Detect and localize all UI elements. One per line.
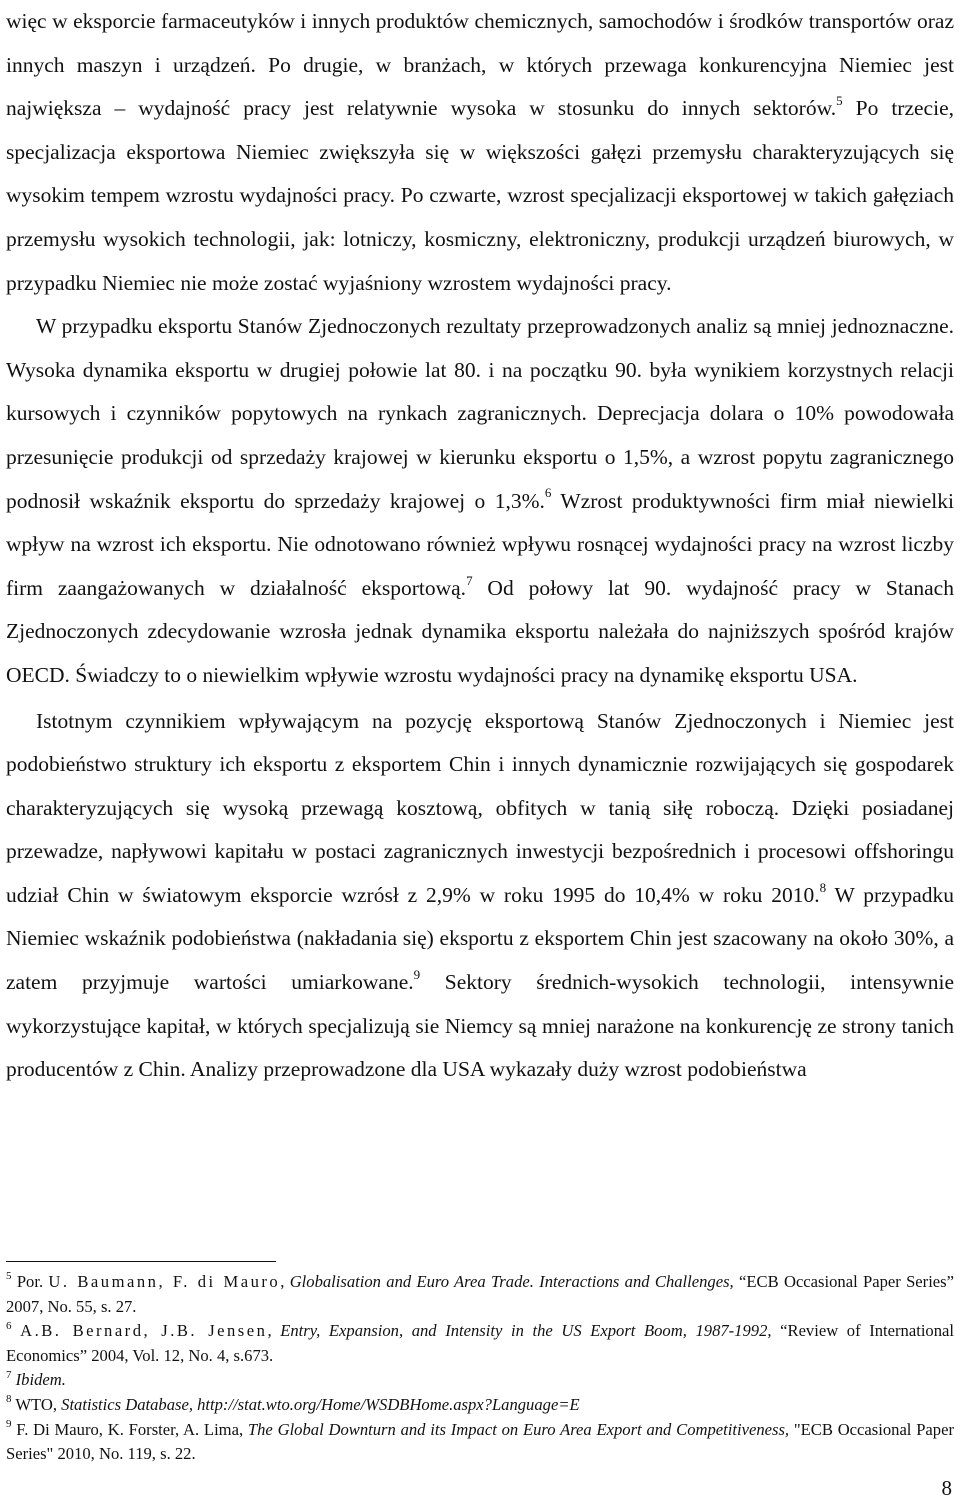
paragraph-2 bbox=[6, 305, 954, 697]
footnote-title: Entry, Expansion, and Intensity in the US Export Boom, 1987-1992, bbox=[280, 1321, 772, 1341]
footnote-title: The Global Downturn and its Impact on Euro Area Export and Competitiveness, bbox=[247, 1419, 790, 1439]
footnote-5 bbox=[6, 1270, 954, 1319]
paragraph-1 bbox=[6, 0, 954, 305]
footnote-ref[interactable]: 7 bbox=[466, 572, 473, 588]
footnote-ref[interactable]: 6 bbox=[544, 485, 552, 501]
paragraph-text: Po trzecie, specjalizacja eksportowa Niemiec zwiększyła się w większości gałęzi przemysłu charakteryzujących się wysokim tempem wzrostu wydajności pracy. Po czwarte, wzrost specjalizacji eksportowej w takich gałęziach przemysłu wysokich technologii, jak: lotniczy, kosmiczny, elektroniczny, produkcji urządzeń biurowych, w przypadku Niemiec nie może zostać wyjaśniony wzrostem wydajności pracy. bbox=[6, 96, 954, 295]
paragraph-text: W przypadku Niemiec wskaźnik podobieństwa (nakładania się) eksportu z eksportem Chin jest szacowany na około 30%, a zatem przyjmuje wartości umiarkowane. bbox=[6, 882, 954, 995]
footnote-text: Por. bbox=[16, 1272, 49, 1291]
footnote-text: “Review of International Economics” 2004, Vol. 12, No. 4, s.673. bbox=[6, 1321, 955, 1365]
footnote-text: F. Di Mauro, K. Forster, A. Lima, bbox=[16, 1419, 248, 1439]
footnote-text: , bbox=[280, 1272, 290, 1291]
document-page bbox=[6, 0, 954, 1092]
footnote-title: Ibidem. bbox=[15, 1370, 66, 1390]
footnote-text: WTO, bbox=[15, 1394, 62, 1414]
footnote-number: 9 bbox=[6, 1418, 12, 1431]
footnote-number: 6 bbox=[6, 1319, 12, 1332]
footnote-7 bbox=[6, 1368, 954, 1393]
footnote-8 bbox=[6, 1393, 954, 1418]
footnote-ref[interactable]: 8 bbox=[819, 879, 827, 895]
paragraph-3 bbox=[6, 700, 954, 1092]
footnote-ref[interactable]: 9 bbox=[413, 966, 421, 982]
footnote-ref[interactable]: 5 bbox=[836, 93, 843, 109]
footnote-link[interactable]: Statistics Database, http://stat.wto.org/Home/WSDBHome.aspx?Language=E bbox=[61, 1394, 580, 1414]
page-number: 8 bbox=[941, 1476, 952, 1500]
footnote-divider bbox=[6, 1261, 276, 1262]
paragraph-text: Istotnym czynnikiem wpływającym na pozycję eksportową Stanów Zjednoczonych i Niemiec jest podobieństwo struktury ich eksportu z eksportem Chin i innych dynamicznie rozwijających się gospodarek charakteryzujących się wysoką przewagą kosztową, obfitych w tanią siłę roboczą. Dzięki posiadanej przewadze, napływowi kapitału w postaci zagranicznych inwestycji bezpośrednich i procesowi offshoringu udział Chin w światowym eksporcie wzrósł z 2,9% w roku 1995 do 10,4% w roku 2010. bbox=[6, 708, 954, 907]
footnote-author: U. Baumann, F. di Mauro bbox=[48, 1272, 281, 1291]
footnote-author: A.B. Bernard, J.B. Jensen bbox=[20, 1321, 268, 1341]
body-text bbox=[6, 0, 954, 1092]
footnote-9 bbox=[6, 1418, 954, 1467]
footnote-text: “ECB Occasional Paper Series” 2007, No. 55, s. 27. bbox=[6, 1272, 954, 1316]
footnote-text: , bbox=[267, 1321, 281, 1341]
paragraph-text: W przypadku eksportu Stanów Zjednoczonych rezultaty przeprowadzonych analiz są mniej jednoznaczne. Wysoka dynamika eksportu w drugiej połowie lat 80. i na początku 90. była wynikiem korzystnych relacji kursowych i czynników popytowych na rynkach zagranicznych. Deprecjacja dolara o 10% powodowała przesunięcie produkcji od sprzedaży krajowej w kierunku eksportu o 1,5%, a wzrost popytu zagranicznego podnosił wskaźnik eksportu do sprzedaży krajowej o 1,3%. bbox=[6, 314, 954, 513]
footnote-6 bbox=[6, 1319, 954, 1368]
footnote-number: 5 bbox=[6, 1270, 12, 1283]
paragraph-text: Od połowy lat 90. wydajność pracy w Stanach Zjednoczonych zdecydowanie wzrosła jednak dynamika eksportu należała do najniższych spośród krajów OECD. Świadczy to o niewielkim wpływie wzrostu wydajności pracy na dynamikę eksportu USA. bbox=[6, 575, 954, 687]
footnote-number: 8 bbox=[6, 1393, 12, 1406]
footnote-text: "ECB Occasional Paper Series" 2010, No. 119, s. 22. bbox=[6, 1419, 954, 1464]
paragraph-text: Sektory średnich-wysokich technologii, intensywnie wykorzystujące kapitał, w których specjalizują sie Niemcy są mniej narażone na konkurencję ze strony tanich producentów z Chin. Analizy przeprowadzone dla USA wykazały duży wzrost podobieństwa bbox=[6, 970, 954, 1082]
paragraph-text: Wzrost produktywności firm miał niewielki wpływ na wzrost ich eksportu. Nie odnotowano również wpływu rosnącej wydajności pracy na wzrost liczby firm zaangażowanych w działalność eksportową. bbox=[6, 488, 954, 600]
footnote-title: Globalisation and Euro Area Trade. Interactions and Challenges, bbox=[289, 1272, 734, 1291]
footnotes bbox=[6, 1270, 954, 1467]
footnote-number: 7 bbox=[6, 1368, 12, 1381]
paragraph-text: więc w eksporcie farmaceutyków i innych produktów chemicznych, samochodów i środków transportów oraz innych maszyn i urządzeń. Po drugie, w branżach, w których przewaga konkurencyjna Niemiec jest największa – wydajność pracy jest relatywnie wysoka w stosunku do innych sektorów. bbox=[6, 9, 954, 121]
